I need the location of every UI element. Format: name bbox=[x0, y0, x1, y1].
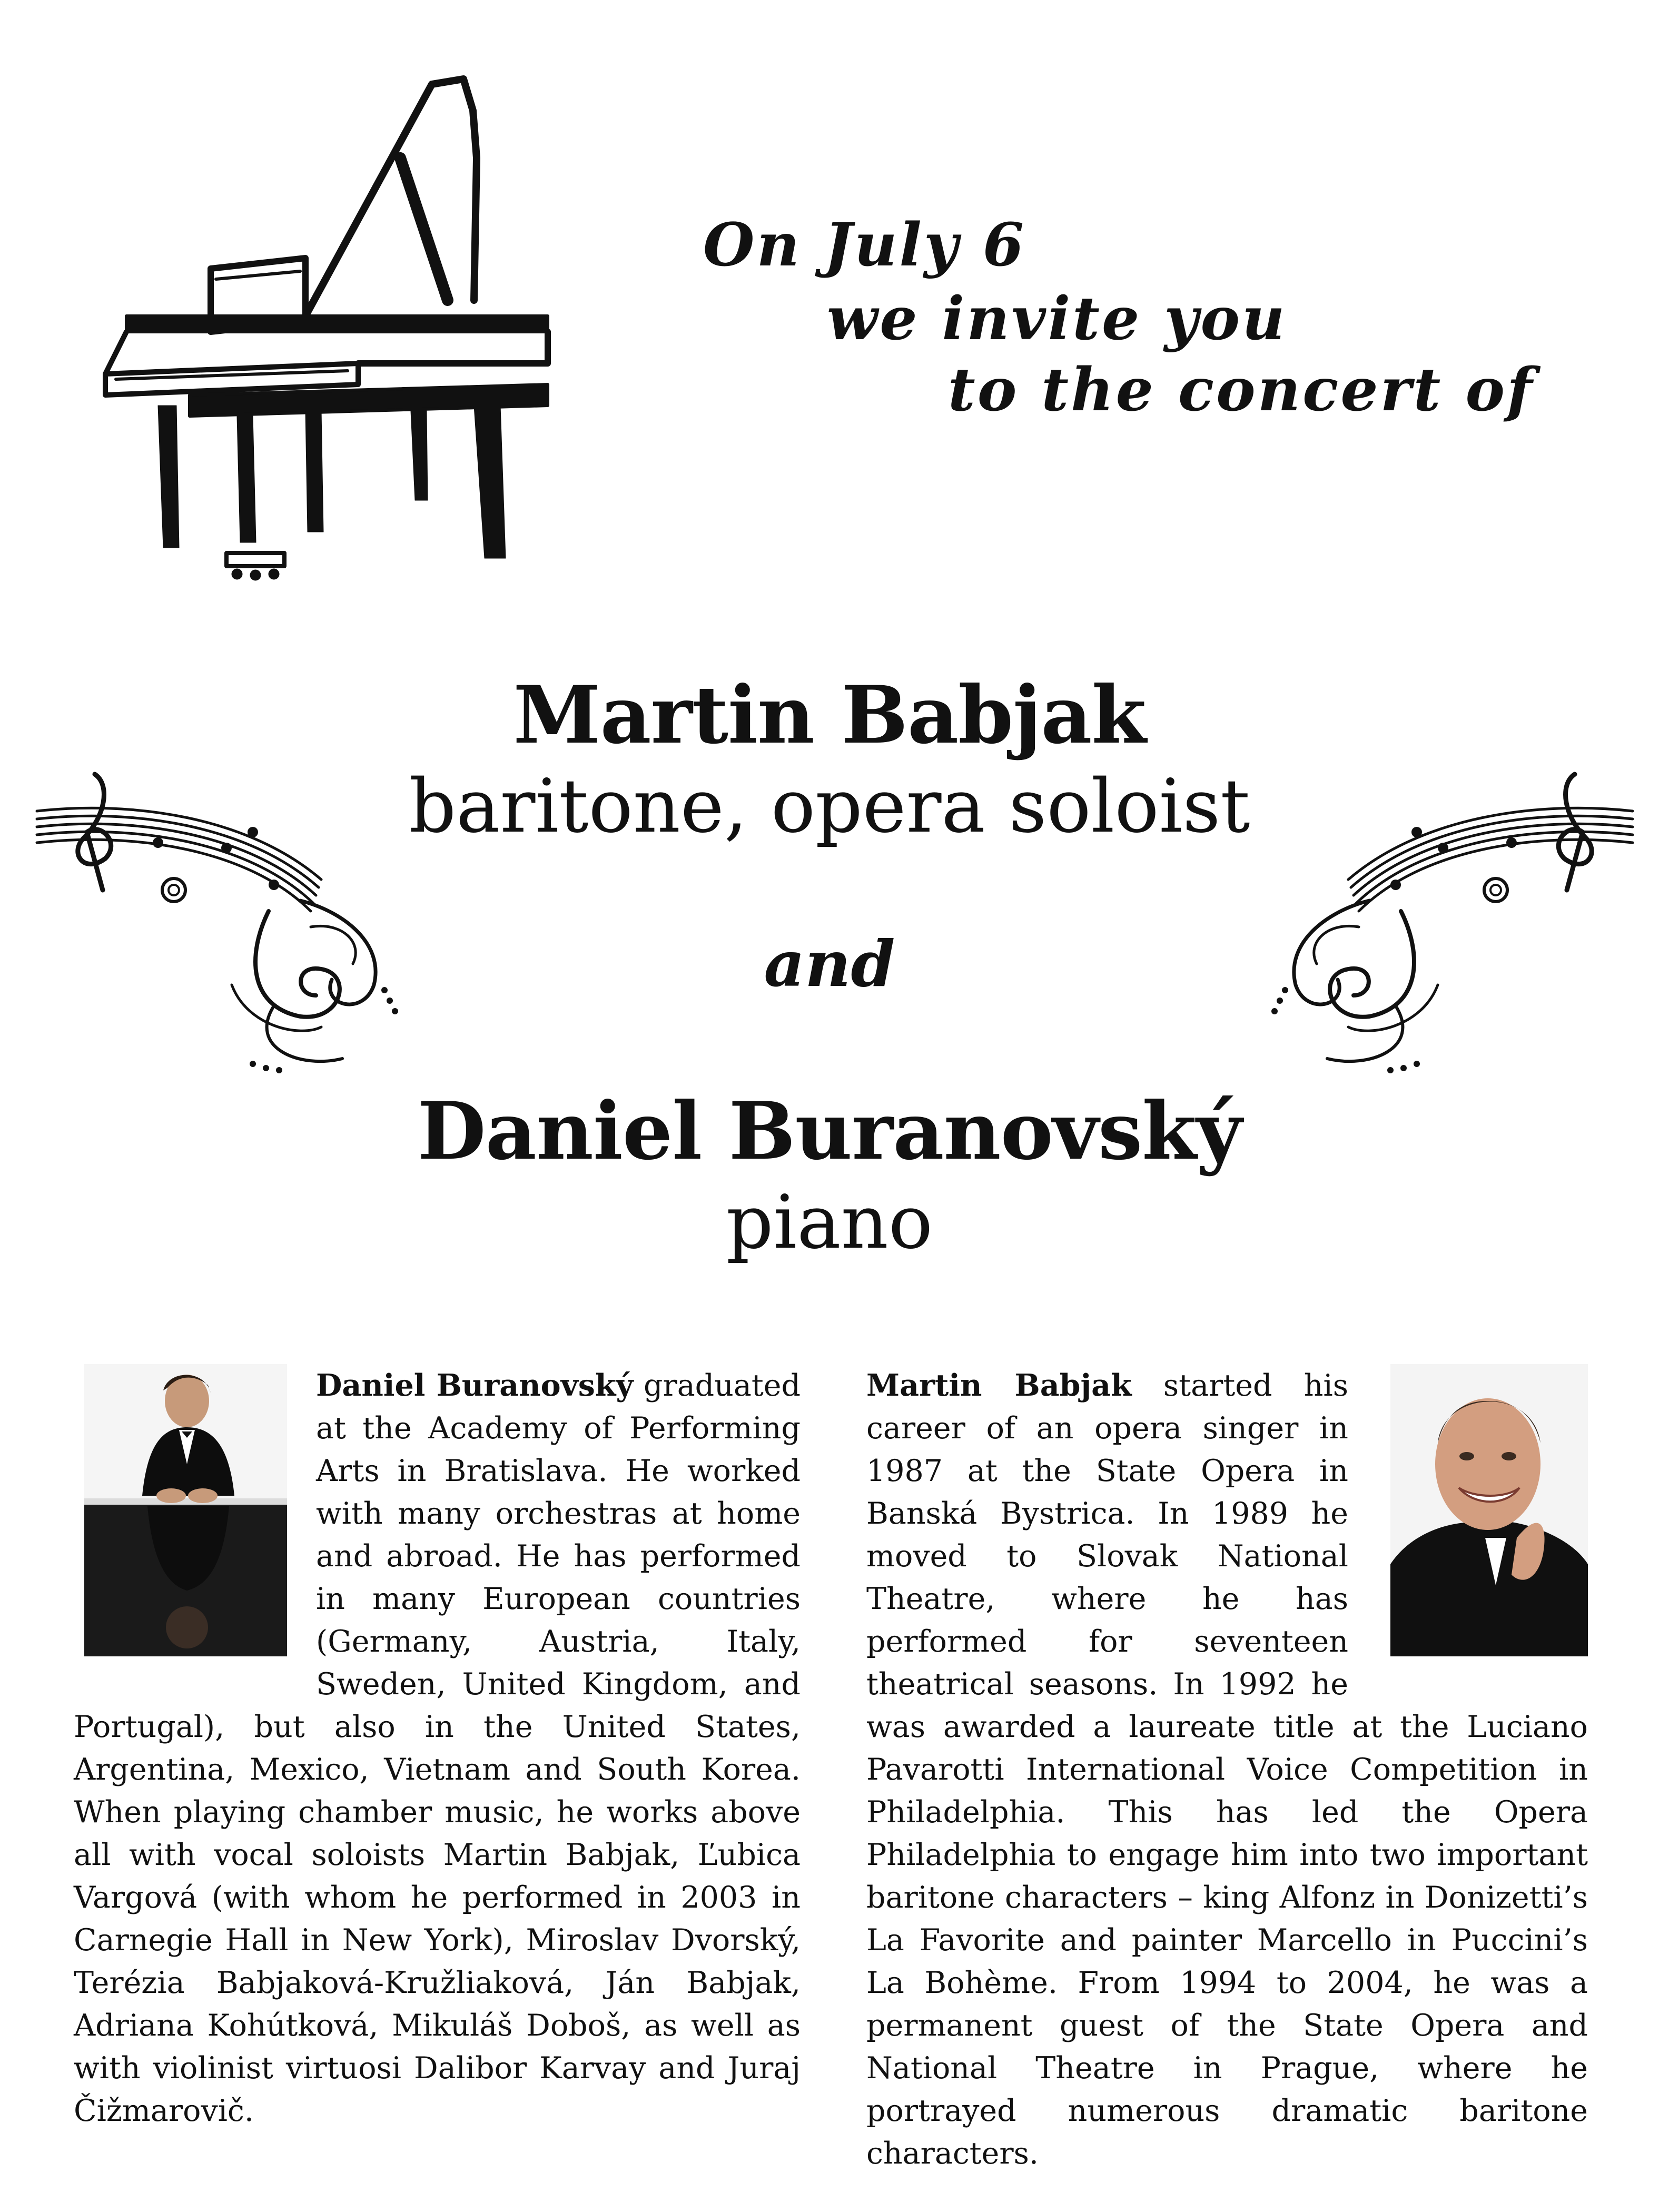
bio-martin-babjak bbox=[866, 1364, 1588, 2175]
bio-left-text: graduated at the Academy of Performing Arts in Bratislava. He worked with many orchestras at home and abroad. He has performed in many European countries (Germany, Austria, Italy, Sweden, United Kingdom, and Portugal), but also in the United States, Argentina, Mexico, Vietnam and South Korea. When playing chamber music, he works above all with vocal soloists Martin Babjak, Ľubica Vargová (with whom he performed in 2003 in Carnegie Hall in New York), Miroslav Dvorský, Terézia Babjaková-Kružliaková, Ján Babjak, Adriana Kohútková, Mikuláš Doboš, as well as with violinist virtuosi Dalibor Karvay and Juraj Čižmarovič. bbox=[74, 1368, 801, 2128]
invitation-line-1: On July 6 bbox=[703, 211, 1026, 280]
performer-1-name: Martin Babjak bbox=[513, 669, 1146, 762]
conjunction-and: and bbox=[764, 927, 895, 1001]
photo-martin-babjak bbox=[1390, 1364, 1588, 1656]
grand-piano-illustration bbox=[84, 68, 569, 590]
performer-1-role: baritone, opera soloist bbox=[409, 764, 1250, 850]
invitation-line-2: we invite you bbox=[827, 284, 1287, 353]
performer-2-role: piano bbox=[726, 1180, 933, 1266]
performer-2-name: Daniel Buranovský bbox=[417, 1085, 1242, 1178]
photo-daniel-buranovsky bbox=[84, 1364, 287, 1656]
bio-left-lead: Daniel Buranovský bbox=[316, 1368, 634, 1403]
bio-right-lead: Martin Babjak bbox=[866, 1368, 1132, 1403]
bio-daniel-buranovsky bbox=[74, 1364, 801, 2132]
bio-right-text: started his career of an opera singer in 1987 at the State Opera in Banská Bystrica. In 1989 he moved to Slovak National Theatre, where he has performed for seventeen theatrical seasons. In 1992 he was awarded a laureate title at the Luciano Pavarotti International Voice Competition in Philadelphia. This has led the Opera Philadelphia to engage him into two important baritone characters – king Alfonz in Donizetti’s La Favorite and painter Marcello in Puccini’s La Bohème. From 1994 to 2004, he was a permanent guest of the State Opera and National Theatre in Prague, where he portrayed numerous dramatic baritone characters. bbox=[866, 1368, 1588, 2171]
invitation-line-3: to the concert of bbox=[948, 355, 1535, 424]
